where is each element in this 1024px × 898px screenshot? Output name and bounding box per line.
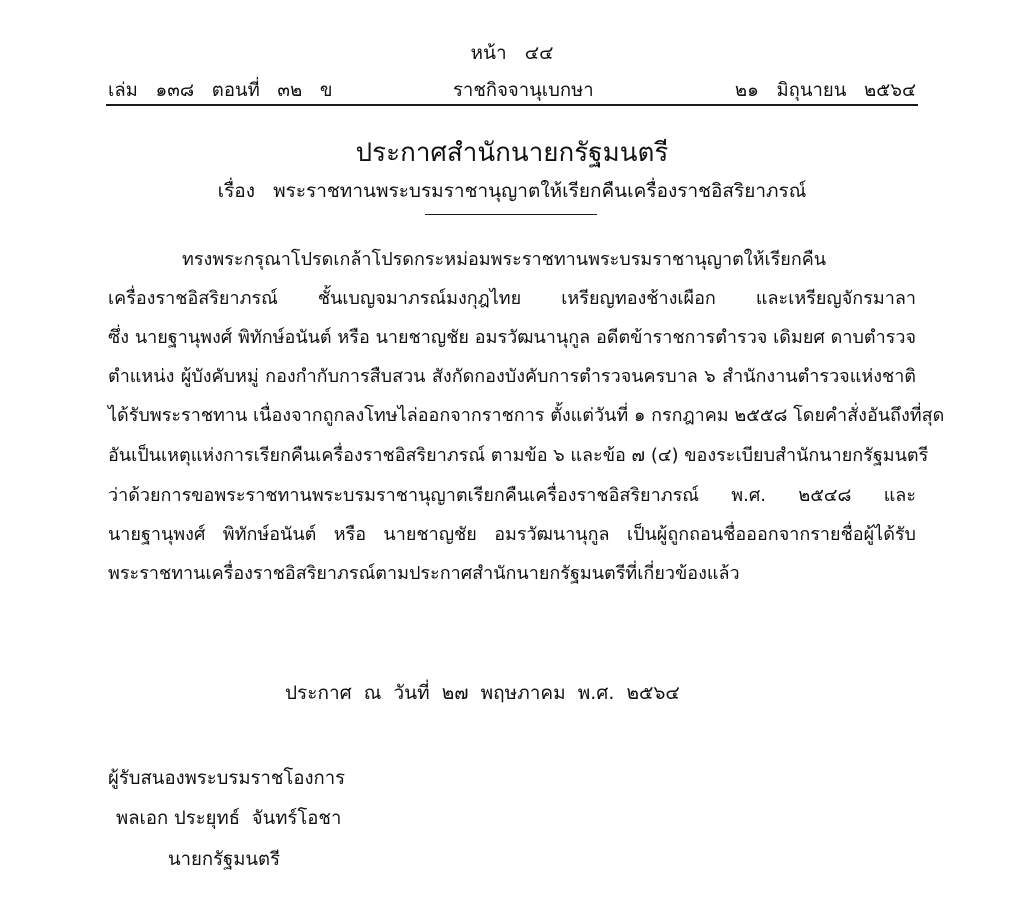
body-line: ว่าด้วยการขอพระราชทานพระบรมราชานุญาตเรียกคืนเครื่องราชอิสริยาภรณ์ พ.ศ. ๒๕๔๘ และ <box>108 485 916 506</box>
gazette-name: ราชกิจจานุเบกษา <box>453 80 594 101</box>
page-number: หน้า ๔๔ <box>470 42 554 64</box>
body-line: นายฐานุพงศ์ พิทักษ์อนันต์ หรือ นายชาญชัย อมรวัฒนานุกูล เป็นผู้ถูกถอนชื่อออกจากรายชื่อผู้ได้รับ <box>108 524 916 545</box>
body-line: ได้รับพระราชทาน เนื่องจากถูกลงโทษไล่ออกจากราชการ ตั้งแต่วันที่ ๑ กรกฎาคม ๒๕๕๘ โดยคำสั่งอันถึงที่สุด <box>108 405 945 426</box>
body-line: เครื่องราชอิสริยาภรณ์ ชั้นเบญจมาภรณ์มงกุฎไทย เหรียญทองช้างเผือก และเหรียญจักรมาลา <box>108 288 916 309</box>
publication-date: ๒๑ มิถุนายน ๒๕๖๔ <box>734 80 916 101</box>
volume-issue: เล่ม ๑๓๘ ตอนที่ ๓๒ ข <box>108 80 333 101</box>
countersign-title: ผู้รับสนองพระบรมราชโองการ <box>108 768 346 789</box>
header-divider <box>106 104 918 106</box>
body-line: ซึ่ง นายฐานุพงศ์ พิทักษ์อนันต์ หรือ นายชาญชัย อมรวัฒนานุกูล อดีตข้าราชการตำรวจ เดิมยศ ดาบตำรวจ <box>108 327 916 348</box>
body-line: พระราชทานเครื่องราชอิสริยาภรณ์ตามประกาศสำนักนายกรัฐมนตรีที่เกี่ยวข้องแล้ว <box>108 563 740 584</box>
body-line: ทรงพระกรุณาโปรดเกล้าโปรดกระหม่อมพระราชทานพระบรมราชานุญาตให้เรียกคืน <box>182 249 827 270</box>
gazette-header <box>108 76 916 104</box>
page-title: ประกาศสำนักนายกรัฐมนตรี <box>355 138 669 168</box>
signatory-name: พลเอก ประยุทธ์ จันทร์โอชา <box>116 808 342 829</box>
title-divider <box>425 214 597 215</box>
signatory-position: นายกรัฐมนตรี <box>168 849 281 870</box>
body-line: ตำแหน่ง ผู้บังคับหมู่ กองกำกับการสืบสวน สังกัดกองบังคับการตำรวจนครบาล ๖ สำนักงานตำรวจแห่งชาติ <box>108 366 916 387</box>
body-line: อันเป็นเหตุแห่งการเรียกคืนเครื่องราชอิสริยาภรณ์ ตามข้อ ๖ และข้อ ๗ (๔) ของระเบียบสำนักนายกรัฐมนตรี <box>108 445 929 466</box>
announcement-date: ประกาศ ณ วันที่ ๒๗ พฤษภาคม พ.ศ. ๒๕๖๔ <box>285 682 680 704</box>
document-subject: เรื่อง พระราชทานพระบรมราชานุญาตให้เรียกคืนเครื่องราชอิสริยาภรณ์ <box>217 180 807 202</box>
